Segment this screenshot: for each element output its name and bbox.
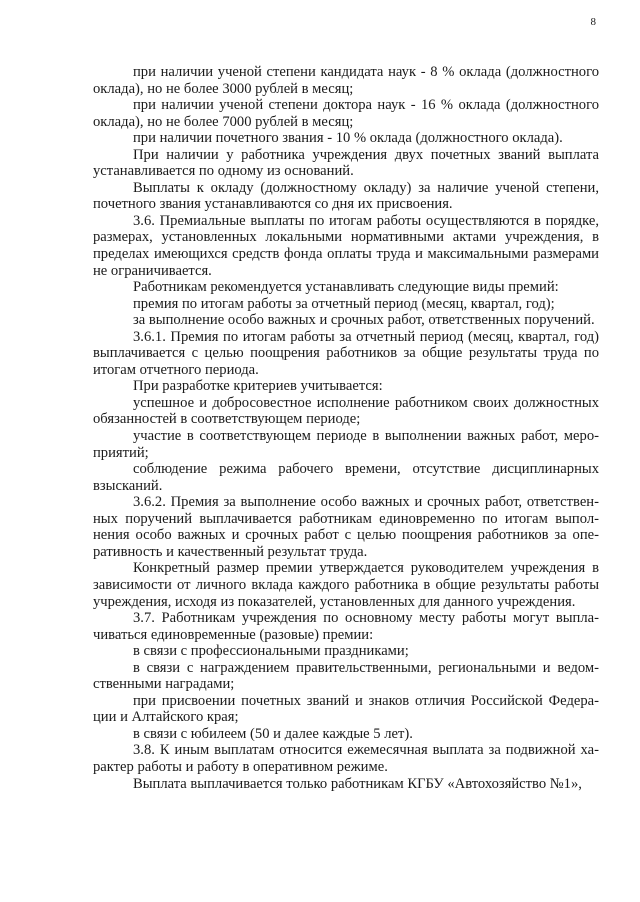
paragraph: 3.6.2. Премия за выполнение особо важных и срочных работ, ответственных поручений выплачивается работникам единовременно по итогам выполнения особо важных и срочных работ с целью поощрения работников за оперативность и качественный результат труда. <box>93 494 599 560</box>
paragraph: Работникам рекомендуется устанавливать следующие виды премий: <box>133 279 559 296</box>
paragraph: в связи с профессиональными праздниками; <box>133 643 409 660</box>
document-body <box>93 64 599 792</box>
paragraph: при наличии ученой степени доктора наук - 16 % оклада (должностного оклада), но не более 7000 рублей в месяц; <box>93 97 599 130</box>
paragraph: успешное и добросовестное исполнение работником своих должностных обязанностей в соответствующем периоде; <box>93 394 599 428</box>
paragraph: Выплата выплачивается только работникам КГБУ «Автохозяйство №1», <box>133 775 582 792</box>
paragraph: при наличии ученой степени кандидата наук - 8 % оклада (должностного оклада), но не более 3000 рублей в месяц; <box>93 64 599 97</box>
paragraph: 3.7. Работникам учреждения по основному месту работы могут выплачиваться единовременные (разовые) премии: <box>93 610 599 643</box>
paragraph: 3.6.1. Премия по итогам работы за отчетный период (месяц, квартал, год) выплачивается с целью поощрения работников за общие результаты труда по итогам отчетного периода. <box>93 328 599 378</box>
paragraph: премия по итогам работы за отчетный период (месяц, квартал, год); <box>133 295 555 312</box>
paragraph: в связи с награждением правительственными, региональными и ведомственными наградами; <box>93 659 599 693</box>
paragraph: При наличии у работника учреждения двух почетных званий выплата устанавливается по одному из оснований. <box>93 146 599 180</box>
paragraph: при наличии почетного звания - 10 % оклада (должностного оклада). <box>133 130 563 147</box>
paragraph: за выполнение особо важных и срочных работ, ответственных поручений. <box>133 312 595 329</box>
paragraph: при присвоении почетных званий и знаков отличия Российской Федерации и Алтайского края; <box>93 692 599 726</box>
paragraph: 3.6. Премиальные выплаты по итогам работы осуществляются в порядке, размерах, установленных локальными нормативными актами учреждения, в пределах имеющихся средств фонда оплаты труда и максимальными размерами не ограничивается. <box>93 212 599 279</box>
paragraph: соблюдение режима рабочего времени, отсутствие дисциплинарных взысканий. <box>93 461 599 494</box>
page-number: 8 <box>590 16 596 28</box>
paragraph: Конкретный размер премии утверждается руководителем учреждения в зависимости от личного вклада каждого работника в общие результаты работы учреждения, исходя из показателей, установленных для данного учреждения. <box>93 560 599 610</box>
paragraph: 3.8. К иным выплатам относится ежемесячная выплата за подвижной характер работы и работу в оперативном режиме. <box>93 742 599 775</box>
paragraph: При разработке критериев учитывается: <box>133 378 383 395</box>
paragraph: в связи с юбилеем (50 и далее каждые 5 лет). <box>133 725 413 742</box>
paragraph: участие в соответствующем периоде в выполнении важных работ, мероприятий; <box>93 428 599 461</box>
paragraph: Выплаты к окладу (должностному окладу) за наличие ученой степени, почетного звания устанавливаются со дня их присвоения. <box>93 179 599 213</box>
